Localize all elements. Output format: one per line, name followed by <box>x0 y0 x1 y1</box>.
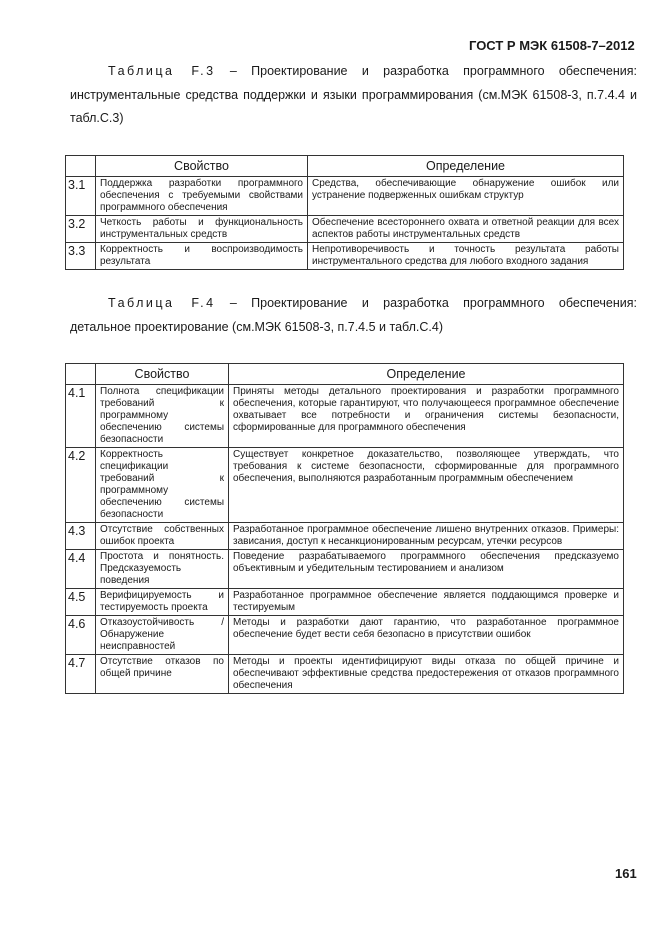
table-row <box>66 385 624 448</box>
table4-caption <box>70 292 637 339</box>
table-row <box>66 550 624 589</box>
row-property: Верифицируемость и тестируемость проекта <box>96 589 229 616</box>
row-number: 4.5 <box>66 589 96 616</box>
table3-header-definition: Определение <box>308 156 624 177</box>
row-definition: Существует конкретное доказательство, позволяющее утверждать, что требования к системе безопасности, сформированные для программного обеспечения, выполняются разработанным программным обеспечением <box>229 448 624 523</box>
table-row <box>66 448 624 523</box>
table3-header-num <box>66 156 96 177</box>
table3-title-label: Таблица F.3 <box>108 64 216 78</box>
table3-title-line1: – Проектирование и разработка программного обеспечения: <box>229 64 637 78</box>
row-number: 4.2 <box>66 448 96 523</box>
table3-header-row <box>66 156 624 177</box>
table4-header-definition: Определение <box>229 364 624 385</box>
row-definition: Средства, обеспечивающие обнаружение ошибок или устранение подверженных ошибкам структур <box>308 177 624 216</box>
row-property: Отсутствие отказов по общей причине <box>96 655 229 694</box>
row-property: Простота и понятность. Предсказуемость поведения <box>96 550 229 589</box>
row-definition: Приняты методы детального проектирования и разработки программного обеспечения, которые гарантируют, что получающееся программное обеспечение охватывает все потребности и ограничения системы безопасности, сформированные для программного обеспечения <box>229 385 624 448</box>
row-definition: Непротиворечивость и точность результата работы инструментального средства для любого входного задания <box>308 243 624 270</box>
row-property: Отказоустойчивость / Обнаружение неисправностей <box>96 616 229 655</box>
table-row <box>66 177 624 216</box>
row-number: 4.1 <box>66 385 96 448</box>
document-header: ГОСТ Р МЭК 61508-7–2012 <box>469 38 635 53</box>
row-number: 4.6 <box>66 616 96 655</box>
row-number: 3.3 <box>66 243 96 270</box>
table-row <box>66 655 624 694</box>
row-number: 3.2 <box>66 216 96 243</box>
table4-title-line2: детальное проектирование (см.МЭК 61508-3, п.7.4.5 и табл.С.4) <box>70 319 443 334</box>
row-number: 4.4 <box>66 550 96 589</box>
row-property: Четкость работы и функциональность инструментальных средств <box>96 216 308 243</box>
row-property: Корректность и воспроизводимость результата <box>96 243 308 270</box>
table3-header-property: Свойство <box>96 156 308 177</box>
table4 <box>65 363 624 694</box>
row-property: Корректность спецификации требований к программному обеспечению системы безопасности <box>96 448 229 523</box>
table4-header-property: Свойство <box>96 364 229 385</box>
table4-header-num <box>66 364 96 385</box>
table-row <box>66 243 624 270</box>
row-number: 4.7 <box>66 655 96 694</box>
row-definition: Методы и проекты идентифицируют виды отказа по общей причине и обеспечивают эффективные средства предостережения от отказов программного обеспечения <box>229 655 624 694</box>
table3-caption <box>70 60 637 131</box>
table-row <box>66 523 624 550</box>
row-definition: Обеспечение всестороннего охвата и ответной реакции для всех аспектов работы инструментальных средств <box>308 216 624 243</box>
table-row <box>66 216 624 243</box>
row-definition: Разработанное программное обеспечение лишено внутренних отказов. Примеры: зависания, доступ к несанкционированным ресурсам, утечки ресурсов <box>229 523 624 550</box>
row-definition: Поведение разрабатываемого программного обеспечения предсказуемо объективным и убедительным тестированием и анализом <box>229 550 624 589</box>
table3-title-line2: инструментальные средства поддержки и языки программирования (см.МЭК 61508-3, п.7.4.4 и табл.С.3) <box>70 87 637 125</box>
table3 <box>65 155 624 270</box>
table4-title-label: Таблица F.4 <box>108 296 216 310</box>
row-number: 4.3 <box>66 523 96 550</box>
row-definition: Методы и разработки дают гарантию, что разработанное программное обеспечение будет вести себя безопасно в присутствии ошибок <box>229 616 624 655</box>
page-number: 161 <box>615 866 637 881</box>
row-property: Отсутствие собственных ошибок проекта <box>96 523 229 550</box>
row-number: 3.1 <box>66 177 96 216</box>
table4-header-row <box>66 364 624 385</box>
table-row <box>66 616 624 655</box>
row-definition: Разработанное программное обеспечение является поддающимся проверке и тестируемым <box>229 589 624 616</box>
table-row <box>66 589 624 616</box>
row-property: Поддержка разработки программного обеспечения с требуемыми свойствами программного обеспечения <box>96 177 308 216</box>
table4-title-line1: – Проектирование и разработка программного обеспечения: <box>229 296 637 310</box>
row-property: Полнота спецификации требований к программному обеспечению системы безопасности <box>96 385 229 448</box>
